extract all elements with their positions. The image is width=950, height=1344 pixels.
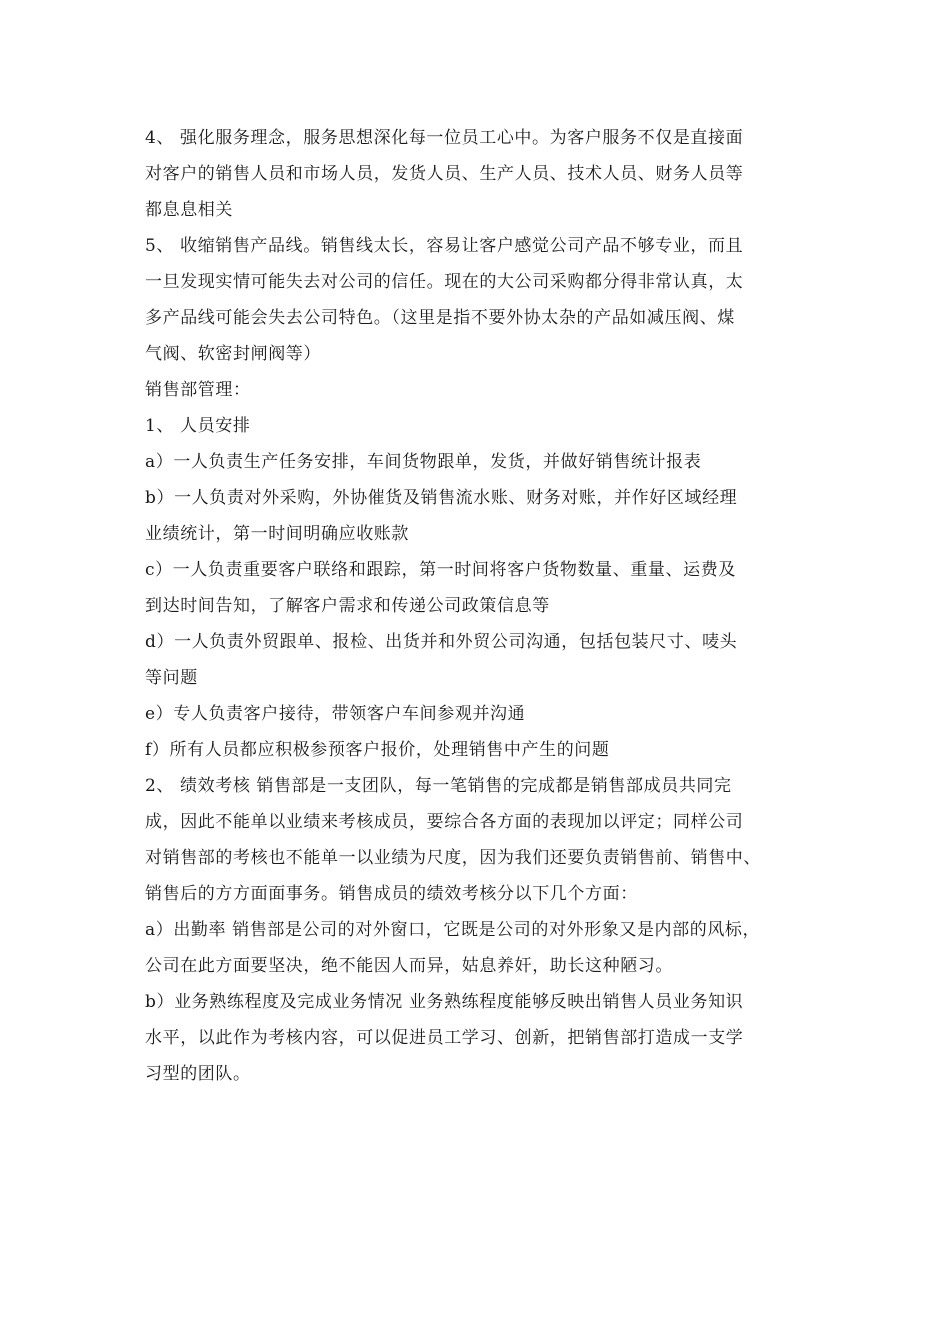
- text-line: 到达时间告知，了解客户需求和传递公司政策信息等: [145, 596, 550, 616]
- list-item: b）一人负责对外采购，外协催货及销售流水账、财务对账，并作好区域经理: [145, 488, 738, 508]
- text-line: 多产品线可能会失去公司特色。（这里是指不要外协太杂的产品如减压阀、煤: [145, 308, 735, 328]
- text-line: 对销售部的考核也不能单一以业绩为尺度，因为我们还要负责销售前、销售中、: [145, 848, 761, 868]
- text-line: 成，因此不能单以业绩来考核成员，要综合各方面的表现加以评定；同样公司: [145, 812, 744, 832]
- text-line: 公司在此方面要坚决，绝不能因人而异，姑息养奸，助长这种陋习。: [145, 956, 673, 976]
- text-line: 气阀、软密封闸阀等）: [145, 344, 321, 364]
- text-line: 销售后的方方面面事务。销售成员的绩效考核分以下几个方面：: [145, 884, 638, 904]
- text-line: 习型的团队。: [145, 1064, 251, 1084]
- list-item: a）一人负责生产任务安排，车间货物跟单，发货，并做好销售统计报表: [145, 452, 702, 472]
- document-body: [145, 120, 825, 1092]
- text-line: 5、 收缩销售产品线。销售线太长，容易让客户感觉公司产品不够专业，而且: [145, 236, 744, 256]
- text-line: 4、 强化服务理念，服务思想深化每一位员工心中。为客户服务不仅是直接面: [145, 128, 744, 148]
- list-item: c）一人负责重要客户联络和跟踪，第一时间将客户货物数量、重量、运费及: [145, 560, 736, 580]
- list-item: e）专人负责客户接待，带领客户车间参观并沟通: [145, 704, 526, 724]
- list-item: b）业务熟练程度及完成业务情况 业务熟练程度能够反映出销售人员业务知识: [145, 992, 744, 1012]
- text-line: 业绩统计，第一时间明确应收账款: [145, 524, 409, 544]
- text-line: 都息息相关: [145, 200, 233, 220]
- text-line: 水平，以此作为考核内容，可以促进员工学习、创新，把销售部打造成一支学: [145, 1028, 744, 1048]
- section-heading: 销售部管理：: [145, 380, 251, 400]
- list-item: a）出勤率 销售部是公司的对外窗口，它既是公司的对外形象又是内部的风标，: [145, 920, 761, 940]
- list-item: f）所有人员都应积极参预客户报价，处理销售中产生的问题: [145, 740, 610, 760]
- text-line: 等问题: [145, 668, 198, 688]
- list-heading: 1、 人员安排: [145, 416, 251, 436]
- list-heading: 2、 绩效考核 销售部是一支团队，每一笔销售的完成都是销售部成员共同完: [145, 776, 732, 796]
- list-item: d）一人负责外贸跟单、报检、出货并和外贸公司沟通，包括包装尺寸、唛头: [145, 632, 738, 652]
- text-line: 对客户的销售人员和市场人员，发货人员、生产人员、技术人员、财务人员等: [145, 164, 744, 184]
- text-line: 一旦发现实情可能失去对公司的信任。现在的大公司采购都分得非常认真，太: [145, 272, 744, 292]
